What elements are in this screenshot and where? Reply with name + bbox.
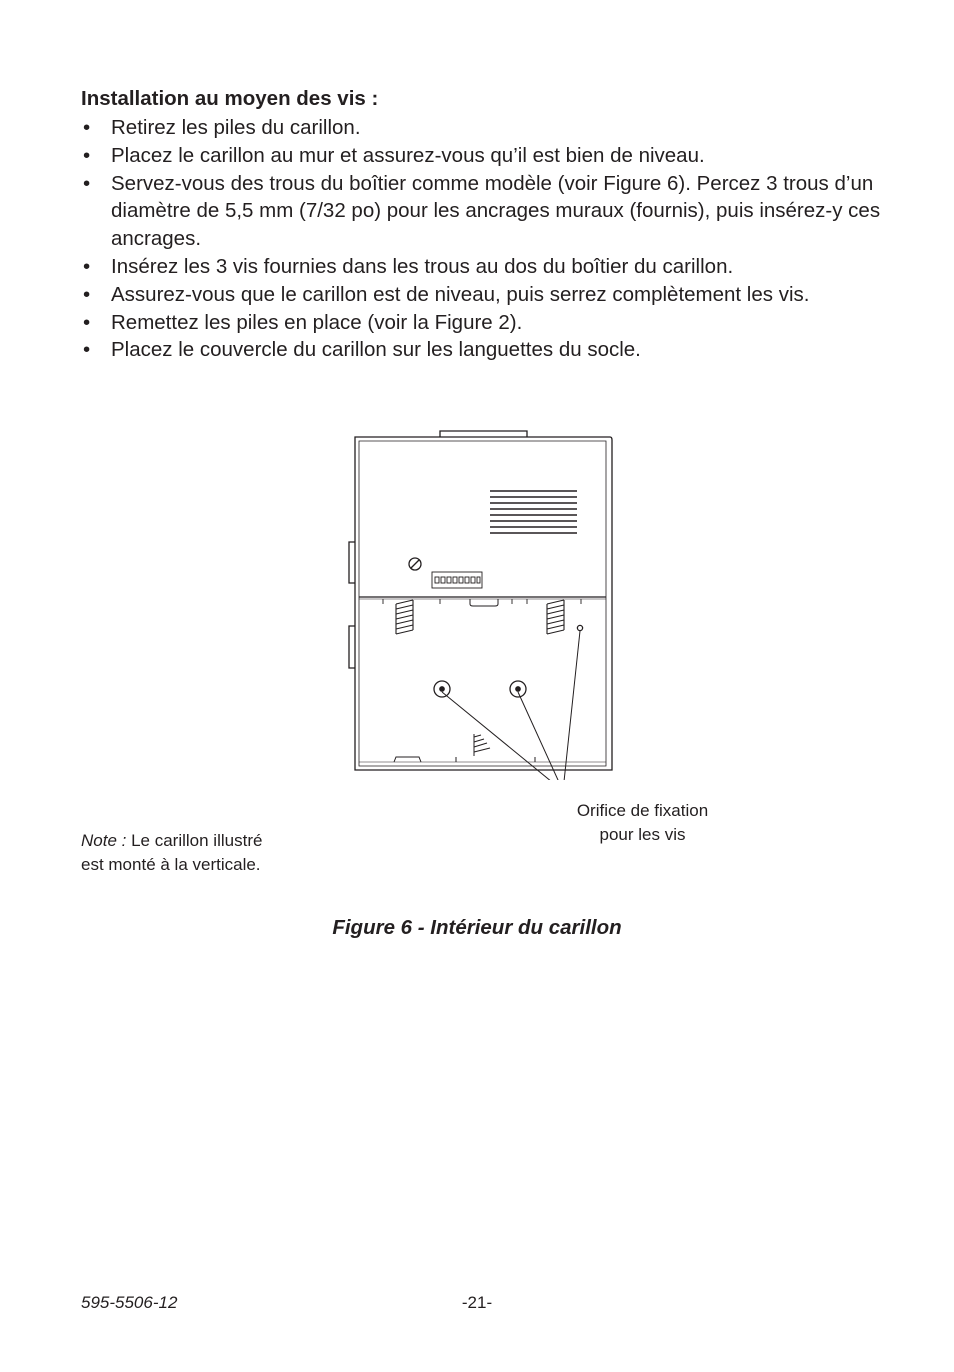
- note-text: est monté à la verticale.: [81, 855, 261, 874]
- figure-caption: Figure 6 - Intérieur du carillon: [332, 916, 622, 939]
- list-item-text: Servez-vous des trous du boîtier comme modèle (voir Figure 6). Percez 3 trous d’un diamètre de 5,5 mm (7/32 po) pour les ancrages muraux (fournis), puis insérez-y ces ancrages.: [111, 171, 881, 251]
- bullet-icon: •: [83, 143, 91, 167]
- list-item-text: Assurez-vous que le carillon est de niveau, puis serrez complètement les vis.: [111, 282, 810, 306]
- battery-spring-left-icon: [396, 600, 413, 634]
- list-item: [81, 336, 881, 364]
- list-item: [81, 142, 881, 170]
- mounting-hole-icon: [434, 681, 450, 697]
- dip-switch-icon: [432, 572, 482, 588]
- list-item-text: Remettez les piles en place (voir la Figure 2).: [111, 310, 523, 334]
- bullet-icon: •: [83, 116, 91, 139]
- bullet-icon: •: [83, 171, 91, 195]
- mounting-hole-icon: [510, 681, 526, 697]
- bullet-icon: •: [83, 254, 91, 278]
- instruction-list: [81, 114, 881, 364]
- list-item: [81, 170, 881, 253]
- list-item: [81, 114, 881, 142]
- page-number: -21-: [461, 1293, 493, 1312]
- figure-note: [81, 829, 341, 877]
- latch-notch: [470, 599, 498, 606]
- note-text: Le carillon illustré: [131, 831, 263, 850]
- note-label: Note :: [81, 831, 127, 850]
- adjust-screw-icon: [409, 558, 421, 570]
- chime-interior-drawing: [340, 425, 640, 780]
- callout-leader-lines: [442, 631, 580, 780]
- list-item-text: Placez le couvercle du carillon sur les languettes du socle.: [111, 338, 641, 362]
- section-heading: Installation au moyen des vis :: [81, 87, 379, 110]
- list-item: [81, 309, 881, 337]
- speaker-grille-icon: [490, 491, 577, 533]
- mounting-hole-callout: [545, 799, 740, 847]
- list-item-text: Retirez les piles du carillon.: [111, 116, 361, 139]
- bullet-icon: •: [83, 282, 91, 306]
- side-tab-upper: [349, 542, 355, 583]
- chime-housing-outline: [355, 437, 612, 770]
- callout-line: pour les vis: [599, 825, 686, 844]
- list-item: [81, 281, 881, 309]
- top-tab: [440, 431, 527, 437]
- document-number: 595-5506-12: [81, 1293, 178, 1312]
- list-item-text: Insérez les 3 vis fournies dans les trous au dos du boîtier du carillon.: [111, 254, 734, 278]
- bullet-icon: •: [83, 338, 91, 362]
- mounting-hole-icon: [577, 625, 582, 630]
- battery-spring-right-icon: [547, 600, 564, 634]
- bullet-icon: •: [83, 310, 91, 334]
- list-item-text: Placez le carillon au mur et assurez-vous qu’il est bien de niveau.: [111, 143, 705, 167]
- side-tab-lower: [349, 626, 355, 668]
- callout-line: Orifice de fixation: [576, 801, 709, 820]
- list-item: [81, 253, 881, 281]
